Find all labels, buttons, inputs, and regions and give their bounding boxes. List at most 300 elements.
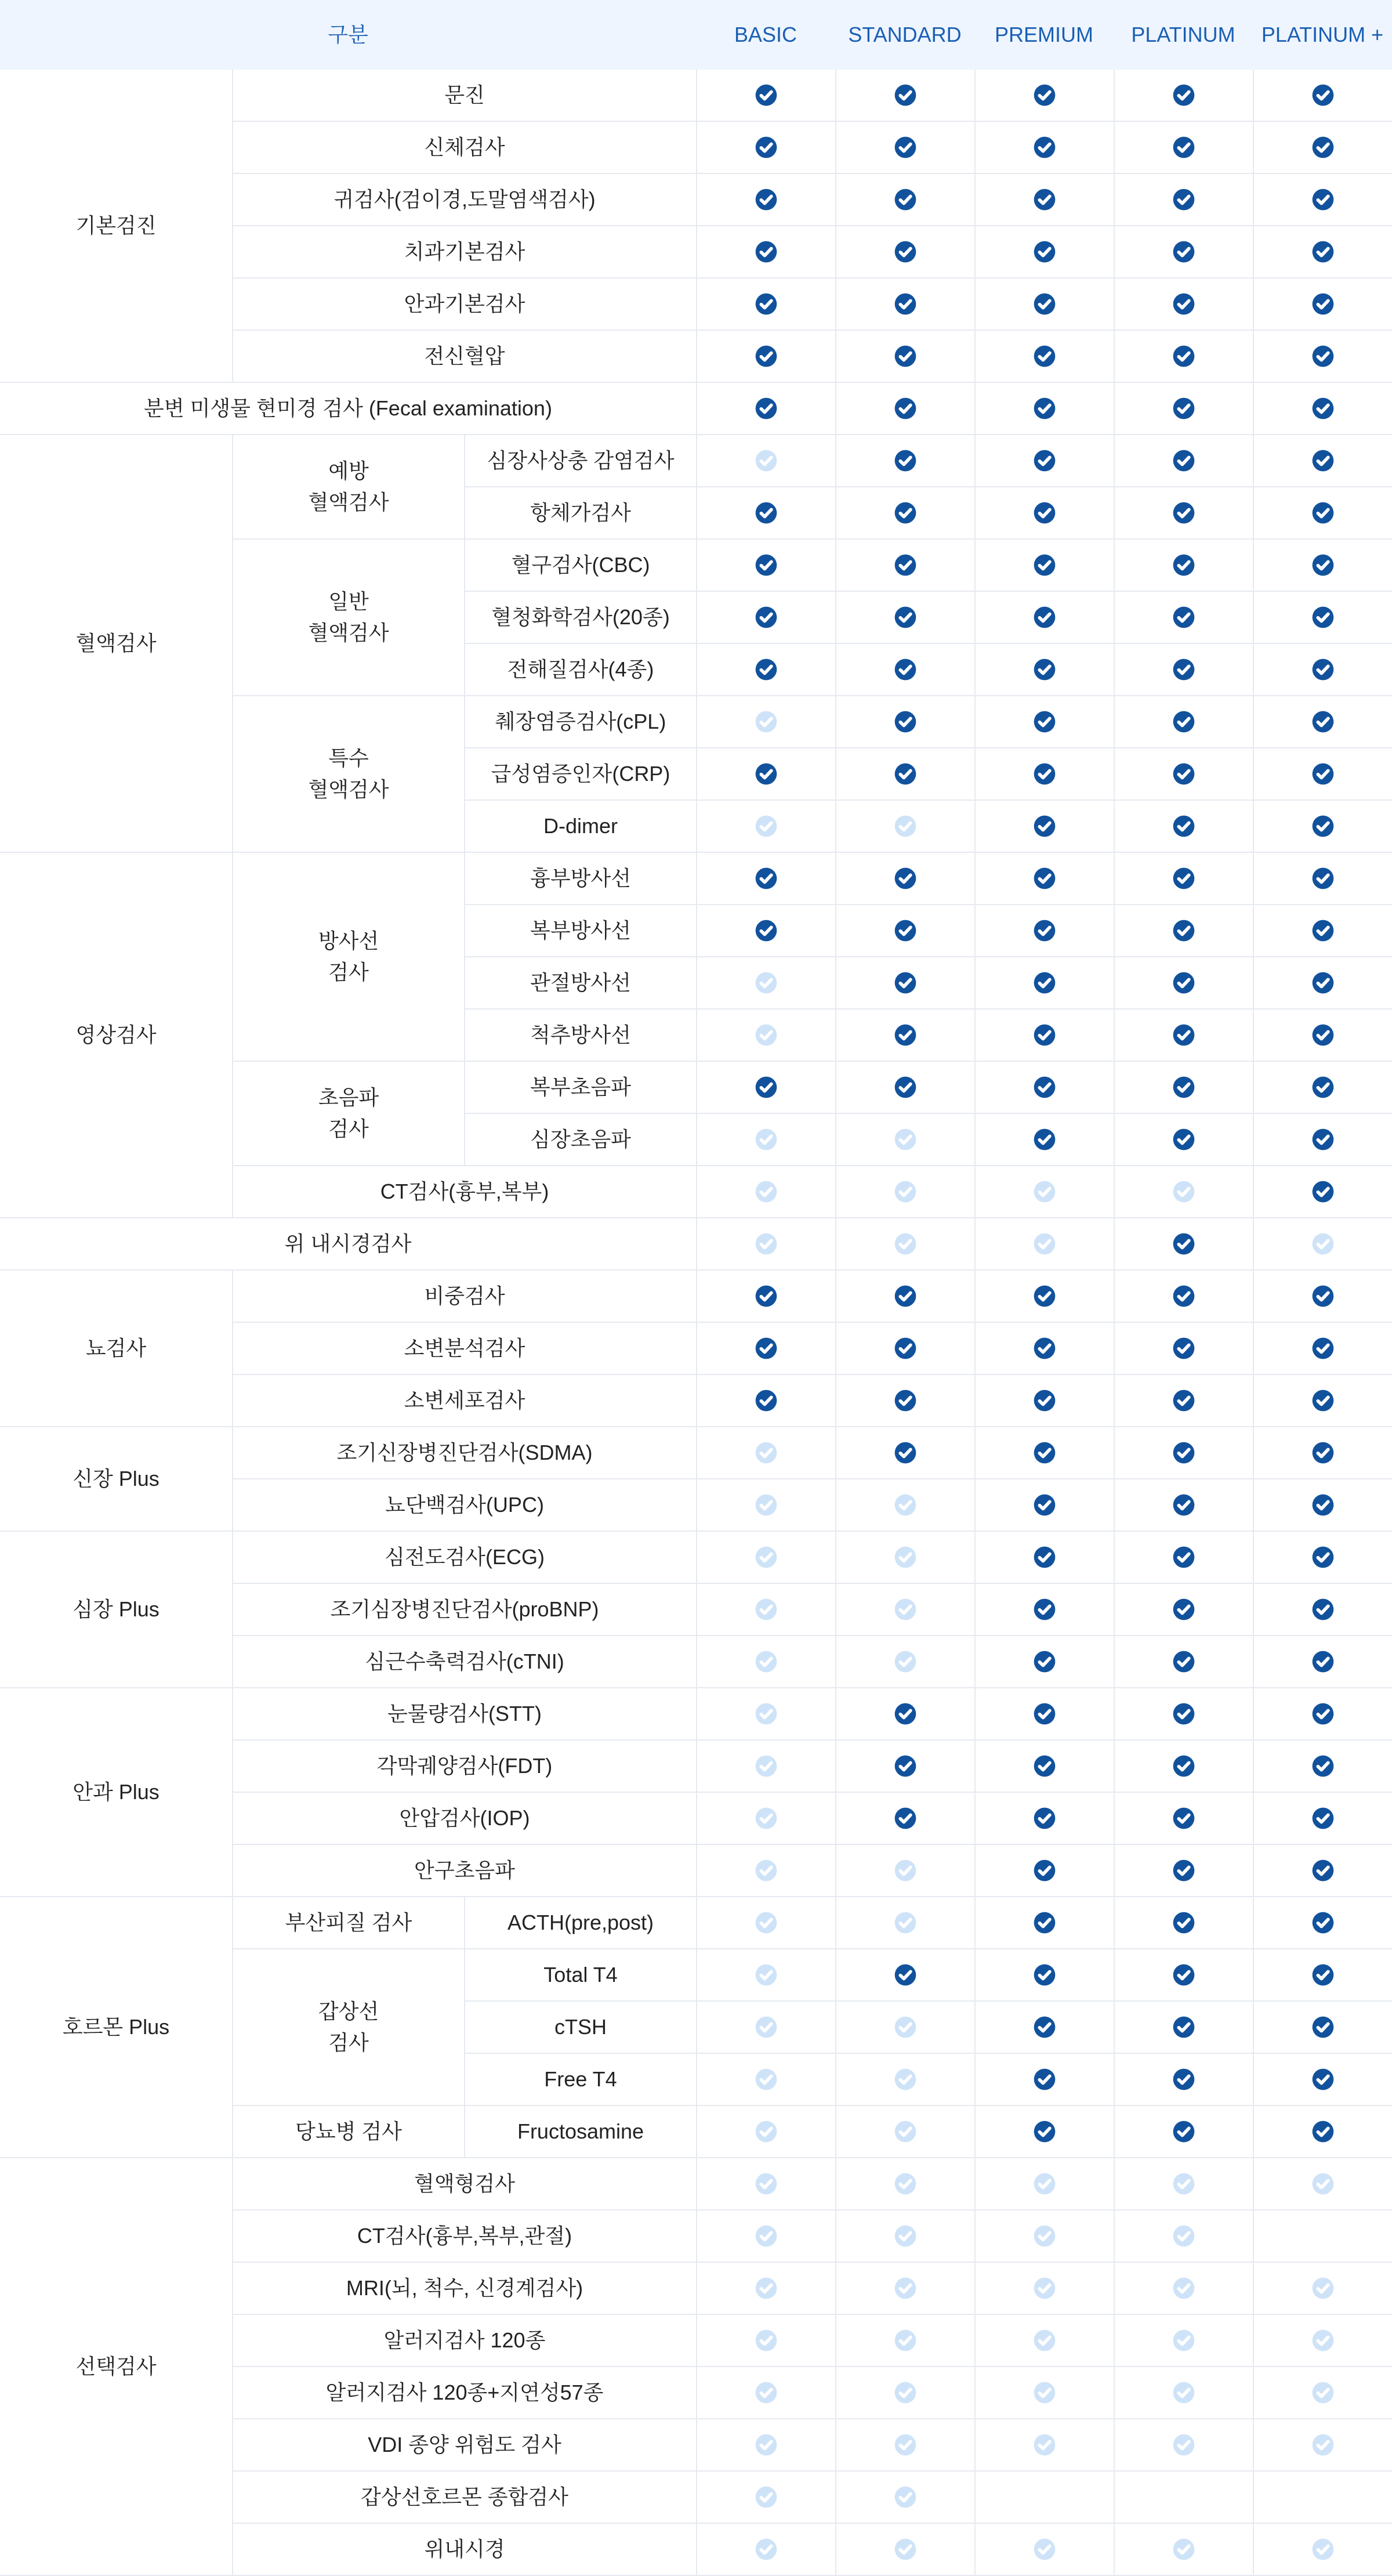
- check-circle-light-icon: [1033, 2329, 1056, 2352]
- check-cell-basic: [696, 2315, 835, 2367]
- check-cell-platinum-plus: [1253, 1114, 1392, 1166]
- check-cell-platinum: [1114, 2158, 1253, 2210]
- check-cell-standard: [835, 1949, 974, 2002]
- subcategory-label: 예방 혈액검사: [232, 435, 464, 540]
- check-circle-icon: [755, 188, 778, 211]
- test-item-label: MRI(뇌, 척수, 신경계검사): [232, 2263, 696, 2315]
- check-circle-icon: [755, 1389, 778, 1412]
- check-cell-platinum-plus: [1253, 1218, 1392, 1271]
- check-cell-platinum-plus: [1253, 2472, 1392, 2524]
- check-circle-icon: [1033, 501, 1056, 524]
- check-cell-basic: [696, 801, 835, 853]
- check-cell-platinum-plus: [1253, 748, 1392, 801]
- check-cell-premium: [974, 2158, 1114, 2210]
- check-cell-basic: [696, 1271, 835, 1323]
- check-circle-light-icon: [755, 1546, 778, 1569]
- check-cell-platinum-plus: [1253, 174, 1392, 226]
- check-cell-premium: [974, 487, 1114, 540]
- check-circle-icon: [1172, 1285, 1195, 1308]
- test-item-label: 문진: [232, 70, 696, 122]
- check-cell-platinum: [1114, 2472, 1253, 2524]
- check-circle-light-icon: [894, 2329, 917, 2352]
- check-cell-platinum: [1114, 278, 1253, 331]
- check-cell-premium: [974, 801, 1114, 853]
- check-cell-basic: [696, 435, 835, 487]
- check-circle-icon: [1172, 1493, 1195, 1517]
- check-circle-light-icon: [755, 2381, 778, 2404]
- check-cell-platinum: [1114, 2263, 1253, 2315]
- check-circle-icon: [1311, 2120, 1335, 2143]
- check-cell-basic: [696, 226, 835, 278]
- check-circle-icon: [894, 658, 917, 681]
- check-cell-standard: [835, 801, 974, 853]
- check-cell-basic: [696, 957, 835, 1010]
- check-cell-basic: [696, 1532, 835, 1584]
- check-circle-icon: [1311, 1023, 1335, 1047]
- check-cell-standard: [835, 1793, 974, 1845]
- check-circle-light-icon: [1172, 2381, 1195, 2404]
- check-cell-platinum: [1114, 1166, 1253, 1218]
- check-cell-basic: [696, 905, 835, 957]
- check-circle-icon: [1033, 1076, 1056, 1099]
- check-cell-platinum-plus: [1253, 1584, 1392, 1636]
- check-circle-icon: [1172, 1337, 1195, 1360]
- check-cell-platinum: [1114, 696, 1253, 748]
- check-cell-basic: [696, 1218, 835, 1271]
- test-item-label: CT검사(흉부,복부): [232, 1166, 696, 1218]
- check-circle-icon: [1033, 2120, 1056, 2143]
- check-cell-platinum: [1114, 1375, 1253, 1427]
- check-circle-icon: [1033, 136, 1056, 159]
- check-circle-light-icon: [1033, 2381, 1056, 2404]
- check-circle-light-icon: [755, 2224, 778, 2248]
- check-circle-icon: [755, 762, 778, 786]
- test-item-label: 안구초음파: [232, 1845, 696, 1897]
- check-circle-icon: [1311, 292, 1335, 316]
- check-circle-icon: [1311, 867, 1335, 890]
- check-cell-standard: [835, 592, 974, 644]
- check-circle-icon: [894, 1441, 917, 1464]
- check-cell-standard: [835, 1741, 974, 1793]
- check-circle-light-icon: [755, 2068, 778, 2091]
- check-circle-light-icon: [894, 2277, 917, 2300]
- check-circle-icon: [1033, 84, 1056, 107]
- check-circle-icon: [1311, 501, 1335, 524]
- check-cell-platinum-plus: [1253, 331, 1392, 383]
- check-circle-icon: [1311, 1807, 1335, 1830]
- check-cell-premium: [974, 644, 1114, 696]
- test-item-label: 전해질검사(4종): [464, 644, 696, 696]
- check-circle-icon: [1033, 762, 1056, 786]
- check-cell-platinum-plus: [1253, 1271, 1392, 1323]
- check-circle-icon: [1172, 1859, 1195, 1882]
- check-circle-icon: [1172, 188, 1195, 211]
- check-circle-icon: [755, 345, 778, 368]
- test-item-label: 신체검사: [232, 122, 696, 174]
- check-cell-standard: [835, 331, 974, 383]
- check-cell-standard: [835, 1479, 974, 1532]
- check-cell-platinum-plus: [1253, 1427, 1392, 1479]
- test-item-label: 척추방사선: [464, 1010, 696, 1062]
- check-cell-premium: [974, 1427, 1114, 1479]
- check-cell-standard: [835, 2315, 974, 2367]
- check-circle-light-icon: [894, 2538, 917, 2561]
- check-circle-icon: [1311, 710, 1335, 733]
- check-cell-basic: [696, 1427, 835, 1479]
- check-cell-platinum: [1114, 435, 1253, 487]
- check-cell-platinum: [1114, 1793, 1253, 1845]
- check-circle-icon: [1311, 1285, 1335, 1308]
- check-cell-standard: [835, 2106, 974, 2158]
- check-cell-standard: [835, 383, 974, 435]
- check-circle-icon: [1033, 1963, 1056, 1987]
- check-cell-platinum-plus: [1253, 853, 1392, 905]
- subcategory-label: 갑상선 검사: [232, 1949, 464, 2106]
- check-circle-light-icon: [1311, 2381, 1335, 2404]
- category-label: 영상검사: [0, 853, 232, 1218]
- check-circle-light-icon: [1311, 2329, 1335, 2352]
- check-cell-premium: [974, 748, 1114, 801]
- check-circle-light-icon: [894, 2433, 917, 2456]
- test-item-label: 분변 미생물 현미경 검사 (Fecal examination): [0, 383, 696, 435]
- check-circle-icon: [1172, 397, 1195, 420]
- check-circle-light-icon: [755, 710, 778, 733]
- check-cell-basic: [696, 696, 835, 748]
- check-circle-icon: [1311, 971, 1335, 994]
- check-cell-platinum: [1114, 2106, 1253, 2158]
- check-circle-icon: [755, 919, 778, 942]
- check-circle-light-icon: [755, 2538, 778, 2561]
- test-item-label: 관절방사선: [464, 957, 696, 1010]
- check-cell-basic: [696, 2210, 835, 2263]
- check-cell-platinum: [1114, 905, 1253, 957]
- check-cell-premium: [974, 1010, 1114, 1062]
- test-item-label: 복부초음파: [464, 1062, 696, 1114]
- check-circle-light-icon: [894, 1546, 917, 1569]
- test-item-label: 비중검사: [232, 1271, 696, 1323]
- check-circle-icon: [1311, 658, 1335, 681]
- check-cell-standard: [835, 1897, 974, 1949]
- check-cell-platinum-plus: [1253, 2263, 1392, 2315]
- header-plan-standard: STANDARD: [835, 0, 974, 70]
- check-circle-icon: [1033, 1023, 1056, 1047]
- check-circle-light-icon: [894, 1232, 917, 1256]
- check-cell-platinum: [1114, 644, 1253, 696]
- check-cell-premium: [974, 1375, 1114, 1427]
- check-circle-icon: [755, 136, 778, 159]
- check-cell-platinum: [1114, 957, 1253, 1010]
- check-cell-standard: [835, 122, 974, 174]
- check-cell-basic: [696, 540, 835, 592]
- check-cell-platinum-plus: [1253, 2524, 1392, 2576]
- check-circle-icon: [1311, 449, 1335, 472]
- check-circle-icon: [755, 397, 778, 420]
- check-circle-icon: [755, 240, 778, 263]
- check-cell-platinum: [1114, 2524, 1253, 2576]
- check-circle-icon: [1172, 658, 1195, 681]
- check-circle-light-icon: [1033, 2172, 1056, 2195]
- check-circle-light-icon: [1311, 2172, 1335, 2195]
- check-circle-light-icon: [755, 971, 778, 994]
- test-item-label: 귀검사(검이경,도말염색검사): [232, 174, 696, 226]
- check-cell-platinum: [1114, 2419, 1253, 2472]
- check-circle-icon: [894, 345, 917, 368]
- check-circle-light-icon: [755, 815, 778, 838]
- check-circle-icon: [894, 971, 917, 994]
- check-cell-standard: [835, 174, 974, 226]
- check-circle-icon: [1033, 1598, 1056, 1621]
- check-circle-icon: [1172, 449, 1195, 472]
- check-cell-platinum: [1114, 383, 1253, 435]
- check-circle-icon: [1033, 345, 1056, 368]
- check-circle-icon: [1033, 1754, 1056, 1778]
- check-circle-light-icon: [1033, 1180, 1056, 1203]
- check-circle-icon: [1311, 1702, 1335, 1725]
- check-cell-premium: [974, 540, 1114, 592]
- check-circle-icon: [755, 553, 778, 577]
- check-cell-platinum: [1114, 2210, 1253, 2263]
- check-circle-light-icon: [1172, 2172, 1195, 2195]
- check-circle-icon: [894, 397, 917, 420]
- check-circle-icon: [894, 1754, 917, 1778]
- check-circle-icon: [1033, 188, 1056, 211]
- check-circle-icon: [755, 658, 778, 681]
- check-cell-standard: [835, 435, 974, 487]
- check-circle-light-icon: [755, 1911, 778, 1934]
- check-cell-standard: [835, 1375, 974, 1427]
- check-circle-icon: [1033, 449, 1056, 472]
- check-circle-icon: [755, 292, 778, 316]
- check-cell-premium: [974, 2210, 1114, 2263]
- check-cell-standard: [835, 226, 974, 278]
- test-item-label: 소변세포검사: [232, 1375, 696, 1427]
- subcategory-label: 일반 혈액검사: [232, 540, 464, 696]
- check-circle-icon: [1172, 762, 1195, 786]
- check-circle-icon: [894, 553, 917, 577]
- check-circle-light-icon: [1311, 2538, 1335, 2561]
- check-circle-light-icon: [755, 1493, 778, 1517]
- check-cell-premium: [974, 2367, 1114, 2419]
- check-cell-standard: [835, 1010, 974, 1062]
- check-cell-basic: [696, 174, 835, 226]
- check-circle-icon: [755, 501, 778, 524]
- check-circle-light-icon: [755, 2016, 778, 2039]
- check-cell-standard: [835, 2524, 974, 2576]
- check-cell-basic: [696, 1793, 835, 1845]
- check-circle-icon: [894, 1807, 917, 1830]
- check-cell-platinum: [1114, 1584, 1253, 1636]
- test-item-label: 조기신장병진단검사(SDMA): [232, 1427, 696, 1479]
- check-circle-icon: [1033, 1807, 1056, 1830]
- check-circle-light-icon: [755, 1441, 778, 1464]
- check-cell-platinum-plus: [1253, 278, 1392, 331]
- check-cell-basic: [696, 1688, 835, 1741]
- check-cell-platinum-plus: [1253, 1062, 1392, 1114]
- check-circle-light-icon: [894, 1493, 917, 1517]
- check-cell-platinum-plus: [1253, 957, 1392, 1010]
- check-cell-platinum: [1114, 540, 1253, 592]
- check-circle-light-icon: [755, 1754, 778, 1778]
- subcategory-label: 방사선 검사: [232, 853, 464, 1062]
- check-circle-light-icon: [894, 2381, 917, 2404]
- check-cell-premium: [974, 1897, 1114, 1949]
- check-circle-icon: [1311, 136, 1335, 159]
- check-circle-icon: [1172, 2016, 1195, 2039]
- check-cell-premium: [974, 1323, 1114, 1375]
- check-circle-light-icon: [755, 1598, 778, 1621]
- test-item-label: 위 내시경검사: [0, 1218, 696, 1271]
- check-cell-standard: [835, 2054, 974, 2106]
- check-circle-light-icon: [755, 1180, 778, 1203]
- check-cell-premium: [974, 1062, 1114, 1114]
- check-circle-icon: [1033, 397, 1056, 420]
- check-circle-icon: [1172, 867, 1195, 890]
- check-cell-platinum-plus: [1253, 435, 1392, 487]
- test-item-label: 뇨단백검사(UPC): [232, 1479, 696, 1532]
- check-circle-icon: [1172, 84, 1195, 107]
- check-cell-basic: [696, 1479, 835, 1532]
- check-cell-premium: [974, 2054, 1114, 2106]
- check-circle-light-icon: [894, 1911, 917, 1934]
- check-cell-standard: [835, 2002, 974, 2054]
- check-cell-basic: [696, 1114, 835, 1166]
- check-circle-icon: [1311, 1128, 1335, 1151]
- check-circle-icon: [1311, 1754, 1335, 1778]
- check-circle-icon: [1311, 1389, 1335, 1412]
- check-cell-premium: [974, 1532, 1114, 1584]
- check-circle-icon: [894, 1702, 917, 1725]
- check-circle-icon: [894, 136, 917, 159]
- check-circle-icon: [894, 867, 917, 890]
- check-circle-icon: [894, 240, 917, 263]
- test-item-label: 급성염증인자(CRP): [464, 748, 696, 801]
- check-circle-light-icon: [755, 1807, 778, 1830]
- test-item-label: ACTH(pre,post): [464, 1897, 696, 1949]
- check-cell-premium: [974, 1636, 1114, 1688]
- check-cell-premium: [974, 1218, 1114, 1271]
- check-cell-platinum-plus: [1253, 2210, 1392, 2263]
- test-item-label: 복부방사선: [464, 905, 696, 957]
- check-cell-premium: [974, 2419, 1114, 2472]
- check-cell-platinum: [1114, 1323, 1253, 1375]
- check-cell-basic: [696, 278, 835, 331]
- check-circle-icon: [1172, 710, 1195, 733]
- check-circle-icon: [1033, 1546, 1056, 1569]
- check-cell-platinum: [1114, 1218, 1253, 1271]
- check-cell-platinum: [1114, 122, 1253, 174]
- check-circle-icon: [1311, 1911, 1335, 1934]
- check-cell-standard: [835, 1532, 974, 1584]
- check-cell-standard: [835, 1062, 974, 1114]
- check-circle-icon: [894, 919, 917, 942]
- check-circle-icon: [1172, 1650, 1195, 1673]
- test-item-label: 갑상선호르몬 종합검사: [232, 2472, 696, 2524]
- check-cell-platinum: [1114, 1845, 1253, 1897]
- check-circle-light-icon: [894, 2016, 917, 2039]
- check-circle-icon: [1172, 1023, 1195, 1047]
- check-circle-icon: [1033, 1389, 1056, 1412]
- check-circle-icon: [894, 606, 917, 629]
- test-item-label: 혈청화학검사(20종): [464, 592, 696, 644]
- check-cell-platinum-plus: [1253, 2054, 1392, 2106]
- check-circle-light-icon: [1033, 2224, 1056, 2248]
- check-circle-light-icon: [894, 1650, 917, 1673]
- check-cell-platinum-plus: [1253, 1688, 1392, 1741]
- check-circle-light-icon: [894, 2224, 917, 2248]
- check-circle-icon: [1033, 971, 1056, 994]
- check-circle-light-icon: [1033, 1232, 1056, 1256]
- check-circle-icon: [1311, 1546, 1335, 1569]
- check-circle-icon: [1311, 84, 1335, 107]
- check-cell-premium: [974, 1949, 1114, 2002]
- check-cell-platinum-plus: [1253, 2158, 1392, 2210]
- check-cell-standard: [835, 1688, 974, 1741]
- check-circle-icon: [1033, 1859, 1056, 1882]
- check-circle-icon: [755, 1337, 778, 1360]
- check-circle-icon: [1033, 1702, 1056, 1725]
- check-cell-premium: [974, 435, 1114, 487]
- check-cell-basic: [696, 1741, 835, 1793]
- check-circle-icon: [1172, 971, 1195, 994]
- category-label: 혈액검사: [0, 435, 232, 853]
- check-cell-premium: [974, 1479, 1114, 1532]
- check-circle-icon: [1311, 606, 1335, 629]
- check-circle-icon: [894, 762, 917, 786]
- check-cell-premium: [974, 853, 1114, 905]
- check-circle-icon: [1033, 658, 1056, 681]
- check-cell-platinum: [1114, 1114, 1253, 1166]
- check-circle-icon: [1033, 1285, 1056, 1308]
- test-item-label: 흉부방사선: [464, 853, 696, 905]
- check-cell-standard: [835, 1218, 974, 1271]
- check-cell-standard: [835, 278, 974, 331]
- check-cell-platinum-plus: [1253, 1949, 1392, 2002]
- check-circle-light-icon: [1172, 2224, 1195, 2248]
- check-cell-premium: [974, 2315, 1114, 2367]
- check-circle-light-icon: [1311, 1232, 1335, 1256]
- check-cell-platinum: [1114, 1427, 1253, 1479]
- check-cell-basic: [696, 487, 835, 540]
- check-circle-light-icon: [1033, 2277, 1056, 2300]
- test-item-label: 각막궤양검사(FDT): [232, 1741, 696, 1793]
- check-circle-icon: [1311, 1076, 1335, 1099]
- check-cell-basic: [696, 748, 835, 801]
- check-circle-icon: [1311, 2016, 1335, 2039]
- check-cell-premium: [974, 1741, 1114, 1793]
- check-cell-platinum: [1114, 1741, 1253, 1793]
- check-circle-icon: [1311, 1598, 1335, 1621]
- check-circle-icon: [1033, 710, 1056, 733]
- check-cell-platinum: [1114, 2315, 1253, 2367]
- check-cell-platinum: [1114, 1010, 1253, 1062]
- check-circle-icon: [1172, 1389, 1195, 1412]
- check-circle-icon: [755, 84, 778, 107]
- check-circle-icon: [1311, 188, 1335, 211]
- check-circle-icon: [1033, 1441, 1056, 1464]
- check-circle-icon: [1172, 1546, 1195, 1569]
- test-item-label: 심근수축력검사(cTNI): [232, 1636, 696, 1688]
- check-circle-icon: [1033, 1128, 1056, 1151]
- check-circle-icon: [1033, 292, 1056, 316]
- check-circle-icon: [894, 710, 917, 733]
- check-cell-platinum: [1114, 487, 1253, 540]
- check-cell-premium: [974, 2002, 1114, 2054]
- check-circle-light-icon: [755, 1859, 778, 1882]
- check-circle-icon: [1172, 606, 1195, 629]
- check-circle-icon: [755, 1076, 778, 1099]
- check-cell-platinum-plus: [1253, 1532, 1392, 1584]
- check-cell-standard: [835, 2263, 974, 2315]
